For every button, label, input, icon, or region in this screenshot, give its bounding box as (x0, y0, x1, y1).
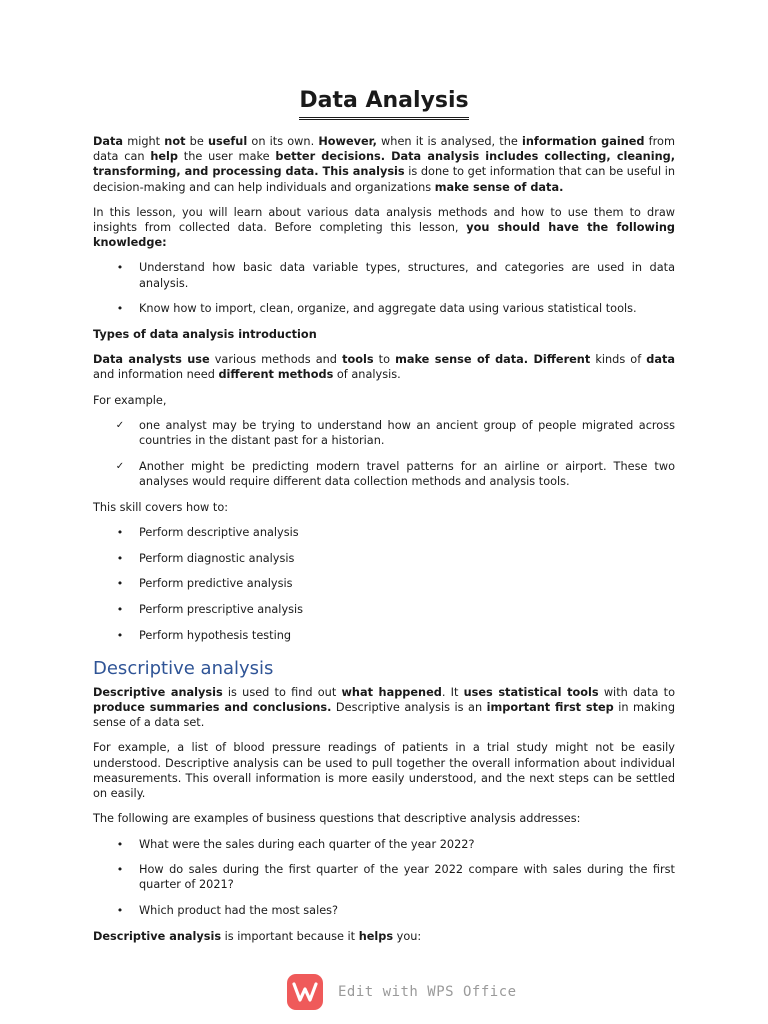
important-paragraph: Descriptive analysis is important because it helps you: (93, 929, 422, 943)
bullet-icon: • (116, 863, 124, 877)
wps-edit-label[interactable]: Edit with WPS Office (338, 984, 517, 1000)
wps-edit-banner[interactable] (287, 974, 517, 1010)
descriptive-paragraph: Descriptive analysis is used to find out what happened. It uses statistical tools with data to produce summaries and conclusions. Descriptive analysis is an important first step in making sense of a data set. (93, 685, 676, 730)
skill-list (93, 525, 675, 643)
list-item: • Know how to import, clean, organize, and aggregate data using various statistical tools. (93, 301, 675, 316)
check-icon: ✓ (115, 460, 125, 472)
wps-w-icon (292, 982, 318, 1002)
list-item: • Perform descriptive analysis (93, 525, 675, 540)
document-page (93, 86, 675, 954)
check-icon: ✓ (115, 419, 125, 431)
list-item: • Perform hypothesis testing (93, 628, 675, 643)
list-item: • Perform prescriptive analysis (93, 602, 675, 617)
for-example-label: For example, (93, 393, 167, 407)
bullet-icon: • (116, 904, 124, 918)
bullet-icon: • (116, 302, 124, 316)
bp-example-paragraph: For example, a list of blood pressure readings of patients in a trial study might not be easily understood. Descriptive analysis can be used to pull together the overall information about individual measurements. This overall information is more easily understood, and the next steps can be settled on easily. (93, 741, 675, 801)
bullet-icon: • (116, 525, 124, 539)
list-item: • Perform diagnostic analysis (93, 551, 675, 566)
questions-intro: The following are examples of business questions that descriptive analysis addresses: (93, 812, 581, 826)
list-item: • Perform predictive analysis (93, 576, 675, 591)
bullet-icon: • (116, 602, 124, 616)
skill-intro: This skill covers how to: (93, 500, 229, 514)
document-title: Data Analysis (93, 86, 675, 120)
question-list (93, 837, 675, 919)
lesson-paragraph: In this lesson, you will learn about various data analysis methods and how to use them to draw insights from collected data. Before completing this lesson, you should have the following knowledge: (93, 205, 675, 250)
bullet-icon: • (116, 261, 124, 275)
intro-paragraph: Data might not be useful on its own. However, when it is analysed, the information gained from data can help the user make better decisions. Data analysis includes collecting, cleaning, transforming, and processing data. This analysis is done to get information that can be useful in decision-making and can help individuals and organizations make sense of data. (93, 135, 676, 194)
wps-logo-icon[interactable] (287, 974, 323, 1010)
list-item: • How do sales during the first quarter of the year 2022 compare with sales during the first quarter of 2021? (93, 862, 675, 892)
example-list (93, 418, 675, 489)
bullet-icon: • (116, 628, 124, 642)
analysts-paragraph: Data analysts use various methods and tools to make sense of data. Different kinds of data and information need different methods of analysis. (93, 353, 675, 382)
types-heading: Types of data analysis introduction (93, 328, 317, 342)
list-item: ✓ one analyst may be trying to understand how an ancient group of people migrated across countries in the distant past for a historian. (115, 418, 675, 448)
list-item: • Understand how basic data variable types, structures, and categories are used in data analysis. (93, 260, 675, 290)
list-item: ✓ Another might be predicting modern travel patterns for an airline or airport. These two analyses would require different data collection methods and analysis tools. (115, 459, 675, 488)
descriptive-heading: Descriptive analysis (93, 657, 274, 679)
knowledge-list (93, 260, 675, 316)
list-item: • What were the sales during each quarter of the year 2022? (93, 837, 675, 852)
list-item: • Which product had the most sales? (93, 903, 675, 918)
bullet-icon: • (116, 577, 124, 591)
bullet-icon: • (116, 837, 124, 851)
bullet-icon: • (116, 551, 124, 565)
